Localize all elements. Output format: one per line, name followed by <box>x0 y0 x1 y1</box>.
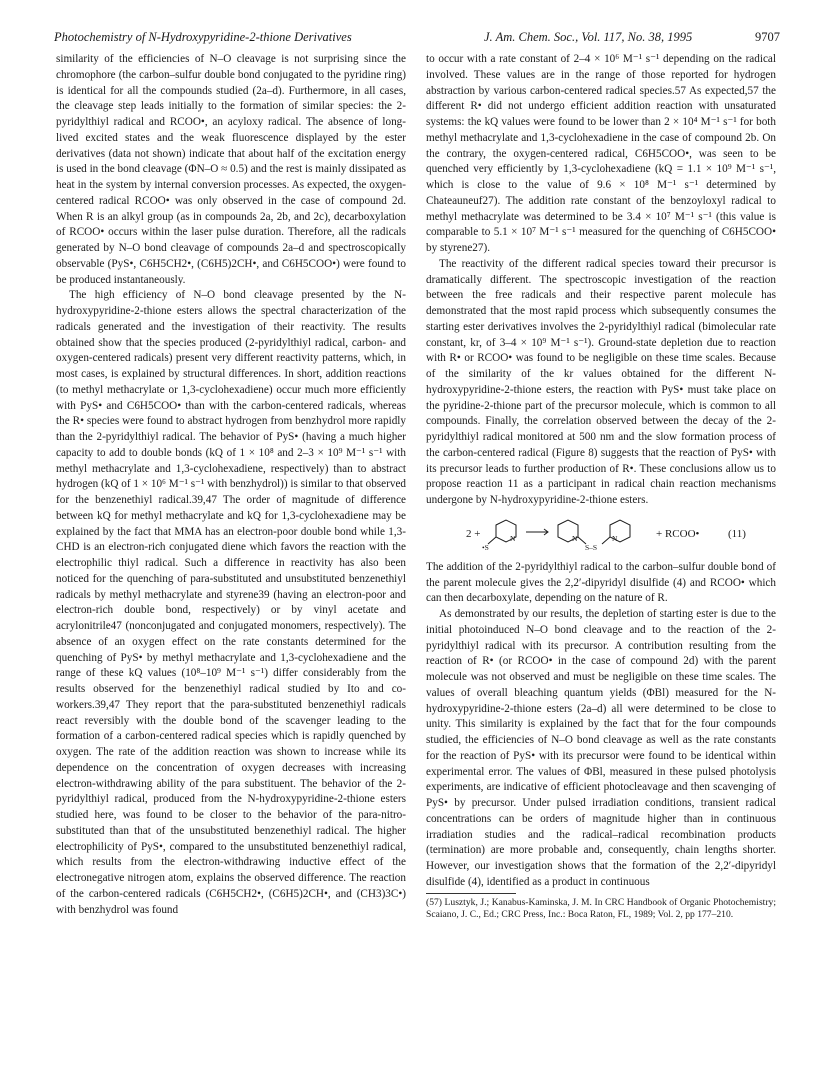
page-number: 9707 <box>755 30 780 44</box>
reaction-reactant-label: 2 + <box>466 527 481 540</box>
footnote-57: (57) Lusztyk, J.; Kanabus-Kaminska, J. M. In CRC Handbook of Organic Photochemistry; Scaiano, J. C., Ed.; CRC Press, Inc.: Boca Raton, FL, 1989; Vol. 2, pp 177–210. <box>426 896 776 921</box>
reaction-11-scheme <box>426 512 776 556</box>
reaction-11-structure <box>426 512 776 556</box>
svg-text:N: N <box>510 533 516 543</box>
svg-text:N: N <box>612 533 618 543</box>
right-paragraph-3: The addition of the 2-pyridylthiyl radical to the carbon–sulfur double bond of the parent molecule gives the 2,2′-dipyridyl disulfide (4) and RCOO• which can then decarboxylate, depending on the nature of R. <box>426 560 776 605</box>
svg-text:N: N <box>572 533 578 543</box>
running-header-title: Photochemistry of N-Hydroxypyridine-2-thione Derivatives <box>54 30 352 44</box>
left-column <box>56 52 406 918</box>
left-paragraph-1: similarity of the efficiencies of N–O cleavage is not surprising since the chromophore (the carbon–sulfur double bond conjugated to the pyridine ring) is identical for all the compounds studied (2a–d). Furthermore, in all cases, the cleavage step leads initially to the formation of similar species: the 2-pyridylthiyl radical and RCOO•, an acyloxy radical. The absence of long-lived excited states and the weak fluorescence displayed by the ester derivatives (data not shown) indicate that about half of the excitation energy is used in the bond cleavage (ΦN–O ≈ 0.5) and the rest is mainly dissipated as heat in the system by internal conversion processes. As expected, the oxygen-centered radical RCOO• was only observed in the case of compound 2d. When R is an alkyl group (as in compounds 2a, 2b, and 2c), decarboxylation of RCOO• occurs within the laser pulse duration. Therefore, all the radicals generated by N–O bond cleavage of compounds 2a–d and spectroscopically observable (PyS•, C6H5CH2•, (C6H5)2CH•, and C6H5COO•) were found to be produced instantaneously. <box>56 53 406 286</box>
right-column <box>426 52 776 922</box>
left-paragraph-2: The high efficiency of N–O bond cleavage presented by the N-hydroxypyridine-2-thione esters allows the spectral characterization of the radicals generated and the investigation of their reactivity. The results obtained show that the species produced (2-pyridylthiyl radical, carbon- and oxygen-centered radicals) present very different reactivity patterns, which, in most cases, is explained by structural differences. In short, addition reactions (to methyl methacrylate or 1,3-cyclohexadiene) occur much more efficiently with PyS• and C6H5COO• than with the carbon-centered radicals, whereas the R• species were found to abstract hydrogen from benzhydrol more rapidly than the 2-pyridylthiyl radical. The behavior of PyS• (having a much higher capacity to add to double bonds (kQ of 1 × 10⁸ and 2–3 × 10⁹ M⁻¹ s⁻¹ with methyl methacrylate and 1,3-cyclohexadiene, respectively) than to abstract hydrogen (kQ of 1 × 10⁶ M⁻¹ s⁻¹ with benzhydrol)) is similar to that observed for the benzenethiyl radical.39,47 The order of magnitude of difference between kQ for methyl methacrylate and kQ for 1,3-cyclohexadiene may be explained by the fact that MMA has an electron-poor double bond while 1,3-CHD is an electron-rich conjugated diene which favors the reaction with the electrophilic thiyl radical. Such a difference in reactivity has also been noticed for the quenching of para-substituted and unsubstituted benzenethiyl radicals by methyl methacrylate and styrene39 (having an electron-poor and electron-rich double bond, respectively) or by vinyl acetate and acrylonitrile47 (nonconjugated and conjugated monomers, respectively). The absence of an oxygen effect on the rate constants determined for the quenching of PyS• by methyl methacrylate and 1,3-cyclohexadiene and the range of these kQ values (10⁸–10⁹ M⁻¹ s⁻¹) differ considerably from the results observed for the benzenethiyl radical studied by Ito and co-workers.39,47 They report that the para-substituted benzenethiyl radicals react reversibly with the double bond of the scavenger leading to the formation of a carbon-centered radical species which is rapidly quenched by oxygen. The rate of the addition reaction was shown to increase while its dependence on the concentration of oxygen decreases with increasing electron-withdrawing ability of the para substituent. The behavior of the 2-pyridylthiyl radical, produced from the N-hydroxypyridine-2-thione esters studied here, was found to be closer to the behavior of the para-nitro-substituted than that of the unsubstituted benzenethiyl radical. The higher electrophilicity of PyS•, compared to the unsubstituted benzenethiyl radical, which results from the electron-withdrawing inductive effect of the electronegative nitrogen atom, explains the observed difference. The reaction of the carbon-centered radicals (C6H5CH2•, (C6H5)2CH•, and (CH3)3C•) with benzhydrol was found <box>56 289 407 916</box>
journal-citation: J. Am. Chem. Soc., Vol. 117, No. 38, 1995 <box>484 30 693 44</box>
footnote-rule <box>426 893 516 894</box>
svg-text:•S: •S <box>482 542 489 552</box>
right-paragraph-1: to occur with a rate constant of 2–4 × 10⁶ M⁻¹ s⁻¹ depending on the radical involved. These values are in the range of those reported for hydrogen abstraction by various carbon-centered radical species.57 As expected,57 the different R• did not undergo efficient addition reaction with unsaturated systems: the kQ values were found to be lower than 2 × 10⁴ M⁻¹ s⁻¹ for both methyl methacrylate and 1,3-cyclohexadiene in the case of compound 2b. On the contrary, the oxygen-centered radical, C6H5COO•, was seen to be quenched very efficiently by 1,3-cyclohexadiene (kQ = 1.1 × 10⁹ M⁻¹ s⁻¹, which is close to the value of 9.6 × 10⁸ M⁻¹ s⁻¹ determined by Chateauneuf27). The addition rate constant of the benzoyloxyl radical to methyl methacrylate was determined to be 3.4 × 10⁷ M⁻¹ s⁻¹ (this value is comparable to 5.1 × 10⁷ M⁻¹ s⁻¹ measured for the quenching of C6H5COO• by styrene27). <box>426 53 776 254</box>
svg-text:S–S: S–S <box>585 542 598 552</box>
running-header-journal <box>484 30 780 45</box>
reaction-number: (11) <box>728 527 746 540</box>
right-paragraph-4: As demonstrated by our results, the depletion of starting ester is due to the initial photoinduced N–O bond cleavage and to the reaction of the 2-pyridylthiyl radical with its precursor. A contribution resulting from the reaction of R• (or RCOO• in the case of compound 2d) with the parent molecule was not observed and must be negligible on these time scales. The values of overall bleaching quantum yields (ΦBl) measured for the N-hydroxypyridine-2-thione esters (2a–d) all were determined to be close to unity. This similarity is explained by the fact that for the four compounds studied, the efficiencies of N–O bond cleavage as well as the rate constants for the reaction of PyS• with its precursor were found to be identical within experimental error. The values of ΦBl, measured in these pulsed photolysis experiments, are indicative of efficient photocleavage and then scavenging of PyS• by precursor. Under pulsed irradiation conditions, transient radical concentrations can be orders of magnitude higher than in continuous irradiation studies and the radical–radical recombination products (termination) are more probable and, consequently, chain lengths shorter. However, our investigation shows that the formation of the 2,2′-dipyridyl disulfide (4), identified as a product in continuous <box>426 608 776 888</box>
right-paragraph-2: The reactivity of the different radical species toward their precursor is dramatically different. The spectroscopic investigation of the reaction between the free radicals and their respective parent molecule has demonstrated that the most rapid process which subsequently consumes the starting ester derivatives involves the 2-pyridylthiyl radical (bimolecular rate constant, kr, of 3–4 × 10⁹ M⁻¹ s⁻¹). Ground-state depletion due to reaction with R• or RCOO• was found to be negligible on these time scales. Because of the similarity of the kr values obtained for the different N-hydroxypyridine-2-thione esters, the reaction with PyS• must take place on the pyridine-2-thione part of the precursor molecule, which is common to all compounds. Finally, the correlation observed between the decay of the 2-pyridylthiyl radical monitored at 500 nm and the slow formation process of the carbon-centered radical (Figure 8) suggests that the reaction of PyS• with its precursor leads to further production of R•. These conclusions allow us to propose reaction 11 as a participant in radical chain reaction mechanisms undergone by N-hydroxypyridine-2-thione esters. <box>426 257 776 506</box>
reaction-product-tail: + RCOO• <box>656 527 700 540</box>
